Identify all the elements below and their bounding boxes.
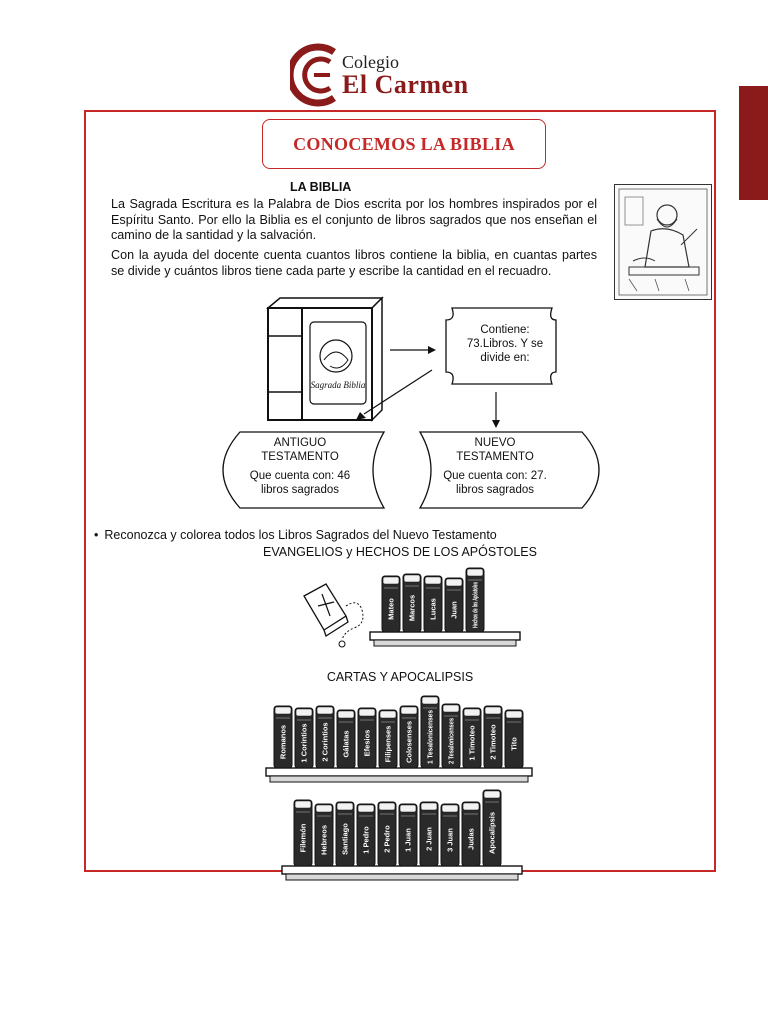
book-title: Colosenses bbox=[404, 720, 414, 764]
book-title: Mateo bbox=[386, 598, 396, 620]
book-title: 1 Pedro bbox=[361, 826, 371, 854]
book-spine[interactable] bbox=[442, 704, 460, 768]
book-spine[interactable] bbox=[462, 802, 480, 866]
book-title: Apocalipsis bbox=[487, 811, 497, 855]
book-title: Marcos bbox=[407, 594, 417, 622]
shelf-edge bbox=[286, 874, 518, 880]
book-title: 1 Corintios bbox=[299, 723, 309, 763]
subheading: LA BIBLIA bbox=[290, 180, 352, 194]
book-spine[interactable] bbox=[400, 706, 418, 768]
book-title: 2 Tesalonicenses bbox=[446, 702, 456, 764]
book-spine[interactable] bbox=[274, 706, 292, 768]
antiguo-line-2: TESTAMENTO bbox=[261, 451, 339, 463]
book-title: 2 Timoteo bbox=[488, 724, 498, 760]
page-title: CONOCEMOS LA BIBLIA bbox=[293, 133, 515, 154]
contiene-line-2: 73.Libros. Y se bbox=[466, 338, 544, 350]
instruction-text: Reconozca y colorea todos los Libros Sagrados del Nuevo Testamento bbox=[104, 528, 497, 542]
book-spine[interactable] bbox=[382, 576, 400, 632]
book-title: Juan bbox=[449, 601, 459, 619]
contiene-line-3: divide en: bbox=[480, 352, 530, 364]
nuevo-line-2: TESTAMENTO bbox=[456, 451, 534, 463]
book-spine[interactable] bbox=[336, 802, 354, 866]
book-spine[interactable] bbox=[295, 708, 313, 768]
antiguo-line-3: Que cuenta con: 46 bbox=[249, 470, 351, 482]
book-title: 1 Juan bbox=[403, 828, 413, 852]
book-spine[interactable] bbox=[463, 708, 481, 768]
book-spine[interactable] bbox=[294, 800, 312, 866]
shelf-cartas bbox=[266, 696, 532, 782]
book-spine[interactable] bbox=[445, 578, 463, 632]
book-cover-label: Sagrada Biblia bbox=[310, 380, 366, 390]
logo-line-2: El Carmen bbox=[342, 70, 469, 99]
nuevo-line-3: Que cuenta con: 27. bbox=[443, 470, 547, 482]
book-title: Efesios bbox=[362, 729, 372, 757]
contiene-line-1: Contiene: bbox=[480, 324, 530, 336]
book-title: 1 Timoteo bbox=[467, 725, 477, 761]
book-spine[interactable] bbox=[483, 790, 501, 866]
book-title: 1 Tesalonicenses bbox=[425, 702, 435, 764]
shelf-cartas-2 bbox=[282, 790, 522, 880]
book-title: 2 Pedro bbox=[382, 825, 392, 853]
book-title: Gálatas bbox=[341, 730, 351, 758]
book-title: Lucas bbox=[428, 598, 438, 620]
nuevo-line-1: NUEVO bbox=[474, 437, 516, 449]
book-title: Tito bbox=[509, 737, 519, 751]
paragraph-1: La Sagrada Escritura es la Palabra de Dios escrita por los hombres inspirados por el Espíritu Santo. Por ello la Biblia es el conjunto de libros sagrados que nos enseñan el camino de la santidad y la salvación. bbox=[111, 197, 597, 242]
book-spine[interactable] bbox=[505, 710, 523, 768]
book-title: Hechos de los Apóstoles bbox=[470, 539, 480, 628]
book-title: 2 Juan bbox=[424, 827, 434, 851]
book-title: Judas bbox=[466, 828, 476, 850]
logo-line-1: Colegio bbox=[342, 52, 399, 72]
antiguo-line-4: libros sagrados bbox=[261, 484, 339, 496]
book-title: Romanos bbox=[278, 724, 288, 760]
book-title: Filemón bbox=[298, 823, 308, 853]
nuevo-line-4: libros sagrados bbox=[456, 484, 534, 496]
book-spine[interactable] bbox=[357, 804, 375, 866]
book-spine[interactable] bbox=[379, 710, 397, 768]
section-evangelios: EVANGELIOS y HECHOS DE LOS APÓSTOLES bbox=[263, 545, 537, 559]
book-spine[interactable] bbox=[441, 804, 459, 866]
book-title: Filipenses bbox=[383, 725, 393, 763]
book-title: Santiago bbox=[340, 823, 350, 855]
book-spine[interactable] bbox=[421, 696, 439, 768]
shelf-board bbox=[282, 866, 522, 874]
book-title: Hebreos bbox=[319, 824, 329, 856]
antiguo-line-1: ANTIGUO bbox=[273, 437, 327, 449]
bullet-icon: • bbox=[94, 528, 99, 542]
book-spine[interactable] bbox=[466, 539, 484, 632]
book-spine[interactable] bbox=[484, 706, 502, 768]
book-spine[interactable] bbox=[378, 802, 396, 866]
book-spine[interactable] bbox=[315, 804, 333, 866]
book-spine[interactable] bbox=[358, 708, 376, 768]
book-title: 3 Juan bbox=[445, 828, 455, 852]
paragraph-2: Con la ayuda del docente cuenta cuantos libros contiene la biblia, en cuantas partes se divide y cuántos libros tiene cada parte y escribe la cantidad en el recuadro. bbox=[111, 248, 597, 278]
shelf-board bbox=[370, 632, 520, 640]
book-spine[interactable] bbox=[337, 710, 355, 768]
shelf-board bbox=[266, 768, 532, 776]
shelf-edge bbox=[270, 776, 528, 782]
section-cartas: CARTAS Y APOCALIPSIS bbox=[326, 670, 474, 684]
book-title: 2 Corintios bbox=[320, 722, 330, 762]
book-spine[interactable] bbox=[420, 802, 438, 866]
book-spine[interactable] bbox=[403, 574, 421, 632]
book-spine[interactable] bbox=[399, 804, 417, 866]
book-spine[interactable] bbox=[424, 576, 442, 632]
shelf-edge bbox=[374, 640, 516, 646]
book-spine[interactable] bbox=[316, 706, 334, 768]
